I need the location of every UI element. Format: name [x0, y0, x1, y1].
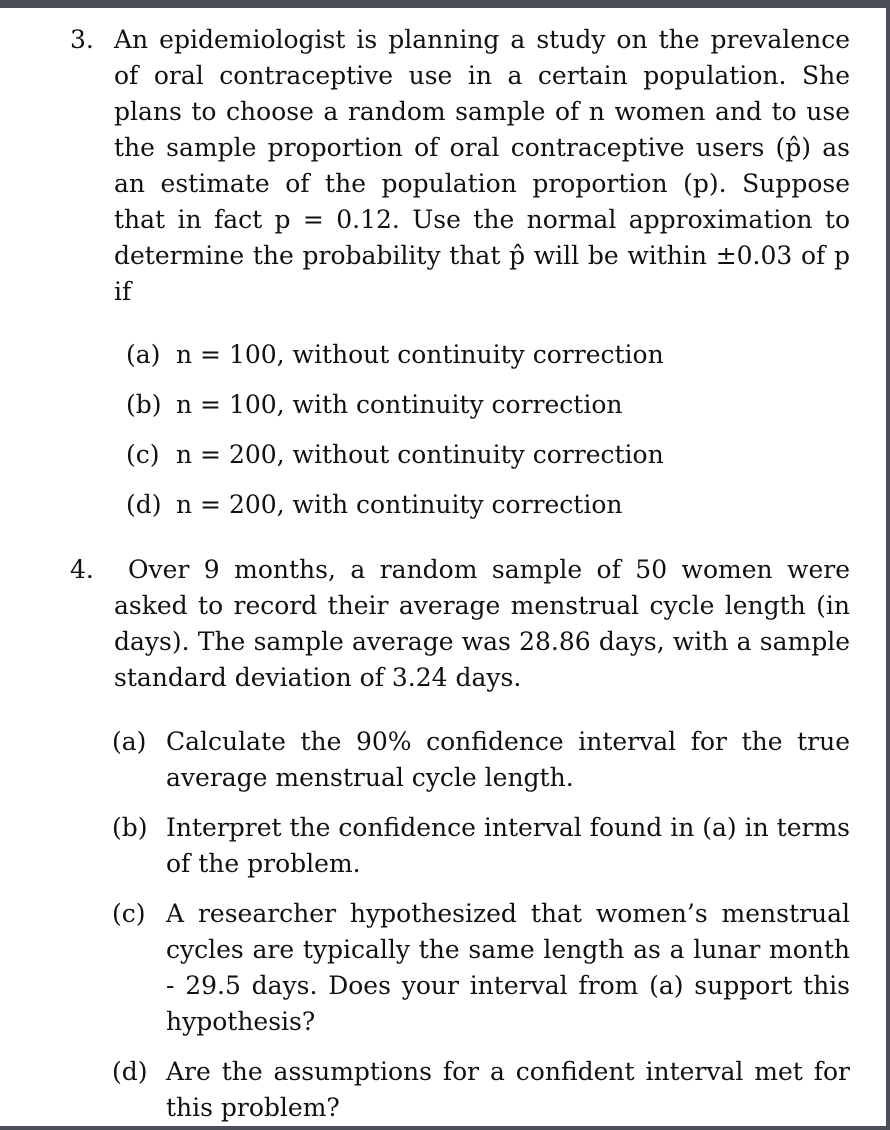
part-label: (b)	[126, 390, 162, 419]
problem-3-number: 3.	[70, 25, 94, 54]
part-text: Are the assumptions for a confident interval met for this problem?	[166, 1057, 850, 1122]
part-text: A researcher hypothesized that women’s menstrual cycles are typically the same length as a lunar month - 29.5 days. Does your interval from (a) support this hypothesis?	[166, 899, 850, 1036]
problem-4-part-d	[112, 1054, 850, 1126]
problem-4-text: Over 9 months, a random sample of 50 women were asked to record their average menstrual cycle length (in days). The sample average was 28.86 days, with a sample standard deviation of 3.24 days.	[114, 555, 850, 692]
part-text: n = 200, without continuity correction	[176, 440, 664, 469]
part-text: n = 100, without continuity correction	[176, 340, 664, 369]
problem-3	[70, 22, 850, 310]
part-label: (a)	[112, 727, 147, 756]
problem-4-part-b	[112, 810, 850, 882]
problem-4-part-a	[112, 724, 850, 796]
part-text: n = 200, with continuity correction	[176, 490, 623, 519]
problem-4-number: 4.	[70, 555, 94, 584]
part-text: Interpret the confidence interval found in (a) in terms of the problem.	[166, 813, 850, 878]
problem-4-parts	[112, 724, 850, 1126]
part-label: (d)	[112, 1057, 148, 1086]
problem-3-parts	[126, 337, 726, 537]
problem-3-text: An epidemiologist is planning a study on the prevalence of oral contraceptive use in a certain population. She plans to choose a random sample of n women and to use the sample proportion of oral contraceptive users (p̂) as an estimate of the population proportion (p). Suppose that in fact p = 0.12. Use the normal approximation to determine the probability that p̂ will be within ±0.03 of p if	[114, 25, 850, 306]
problem-4	[70, 552, 850, 696]
part-text: n = 100, with continuity correction	[176, 390, 623, 419]
part-label: (d)	[126, 490, 162, 519]
problem-3-part-c	[126, 437, 726, 487]
problem-3-part-b	[126, 387, 726, 437]
problem-3-part-d	[126, 487, 726, 537]
part-text: Calculate the 90% confidence interval for the true average menstrual cycle length.	[166, 727, 850, 792]
part-label: (c)	[112, 899, 146, 928]
problem-3-part-a	[126, 337, 726, 387]
part-label: (b)	[112, 813, 148, 842]
part-label: (a)	[126, 340, 161, 369]
part-label: (c)	[126, 440, 160, 469]
problem-4-part-c	[112, 896, 850, 1040]
